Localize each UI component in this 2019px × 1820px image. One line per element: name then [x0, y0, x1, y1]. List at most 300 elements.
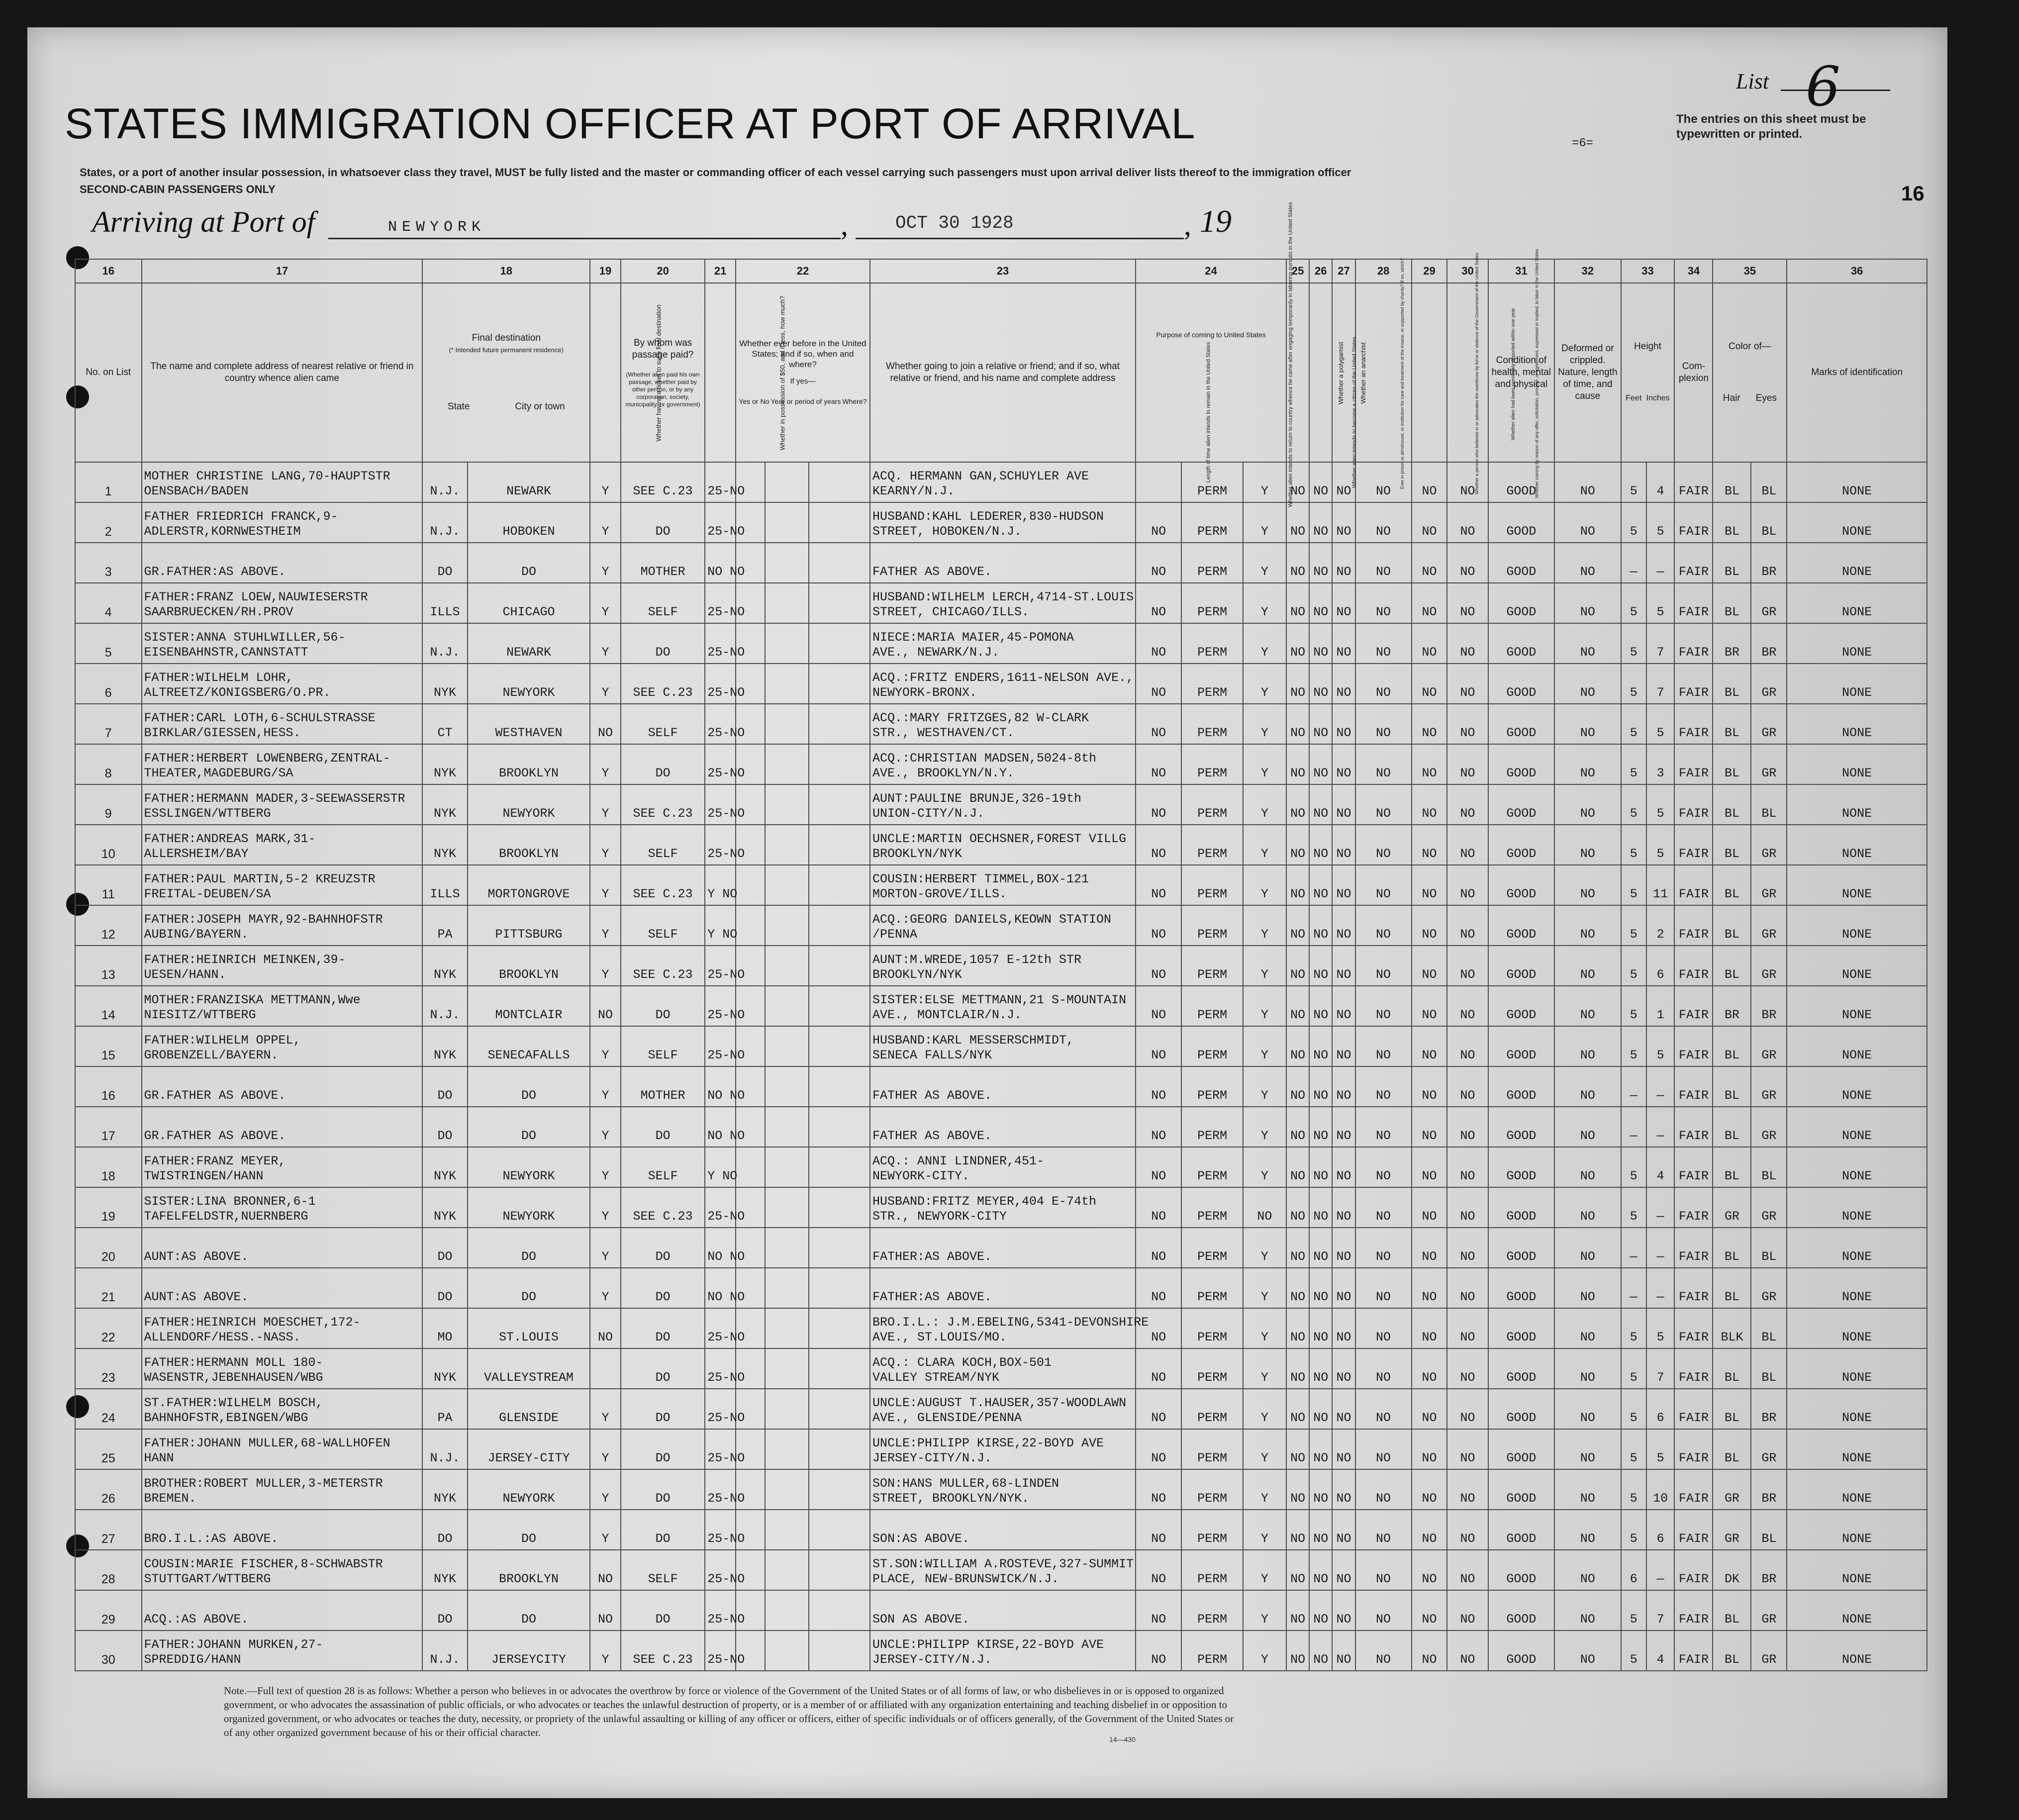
header-color-label: Color of— [1729, 341, 1771, 352]
q28-value: NO [1355, 744, 1412, 784]
before-where [809, 1389, 870, 1429]
eye-color: BR [1751, 1389, 1787, 1429]
q28-value: NO [1355, 1348, 1412, 1389]
anarchist-value: NO [1332, 784, 1355, 825]
anarchist-value: NO [1332, 1026, 1355, 1066]
table-row [75, 462, 1927, 502]
header-height-label: Height [1634, 341, 1661, 352]
hair-color: BL [1713, 462, 1751, 502]
polygamist-value: NO [1309, 1590, 1332, 1630]
anarchist-value: NO [1332, 905, 1355, 946]
relative-address [142, 704, 423, 744]
joining-relative [870, 905, 1136, 946]
hair-color: BL [1713, 704, 1751, 744]
relative-address [142, 784, 423, 825]
health-value: GOOD [1488, 1429, 1555, 1469]
eye-color: BL [1751, 1510, 1787, 1550]
relative-address [142, 1510, 423, 1550]
height-feet: 5 [1621, 1429, 1646, 1469]
deformed-value: NO [1554, 1228, 1621, 1268]
before-where [809, 784, 870, 825]
complexion-value: FAIR [1674, 905, 1713, 946]
table-row [75, 784, 1927, 825]
q30-value: NO [1447, 583, 1488, 623]
deformed-value: NO [1554, 1469, 1621, 1510]
q29-value: NO [1412, 1510, 1447, 1550]
joining-relative [870, 623, 1136, 664]
length-of-stay: PERM [1181, 704, 1243, 744]
eye-color: BL [1751, 502, 1787, 543]
health-value: GOOD [1488, 664, 1555, 704]
destination-state: DO [422, 1510, 467, 1550]
joining-relative-line2: FATHER AS ABOVE. [872, 1088, 992, 1103]
identification-marks: NONE [1787, 905, 1927, 946]
q30-value: NO [1447, 865, 1488, 905]
ticket-value: Y [590, 865, 621, 905]
joining-relative-line2: SON:AS ABOVE. [872, 1532, 970, 1546]
colnum: 34 [1674, 259, 1713, 283]
q28-value: NO [1355, 1026, 1412, 1066]
polygamist-value: NO [1309, 1348, 1332, 1389]
table-row [75, 865, 1927, 905]
column-number-row [75, 259, 1927, 283]
hair-color: BL [1713, 1348, 1751, 1389]
deformed-value: NO [1554, 1630, 1621, 1671]
complexion-value: FAIR [1674, 1510, 1713, 1550]
citizen-intent: Y [1243, 1268, 1286, 1308]
prison-value: NO [1286, 825, 1309, 865]
health-value: GOOD [1488, 825, 1555, 865]
prison-value: NO [1286, 1268, 1309, 1308]
eye-color: GR [1751, 946, 1787, 986]
relative-address-line2: AUBING/BAYERN. [144, 927, 249, 942]
q30-value: NO [1447, 1026, 1488, 1066]
sheet-number: 16 [1901, 182, 1924, 205]
header-eyes: Eyes [1755, 393, 1777, 403]
height-inches: — [1646, 1187, 1675, 1228]
relative-address [142, 1469, 423, 1510]
polygamist-value: NO [1309, 825, 1332, 865]
money-value: 25-NO [705, 1187, 736, 1228]
height-inches: 5 [1646, 1429, 1675, 1469]
deformed-value: NO [1554, 986, 1621, 1026]
passage-paid-value: SELF [621, 1026, 705, 1066]
joining-relative [870, 1308, 1149, 1348]
passage-paid-value: SELF [621, 704, 705, 744]
row-number: 2 [75, 502, 142, 543]
hair-color: BL [1713, 905, 1751, 946]
health-value: GOOD [1488, 744, 1555, 784]
citizen-intent: Y [1243, 664, 1286, 704]
relative-address-line2: TWISTRINGEN/HANN [144, 1169, 264, 1183]
joining-relative-line2: UNION-CITY/N.J. [872, 806, 985, 821]
complexion-value: FAIR [1674, 784, 1713, 825]
before-years [765, 623, 808, 664]
citizen-intent: Y [1243, 1510, 1286, 1550]
length-of-stay: PERM [1181, 1107, 1243, 1147]
citizen-intent: Y [1243, 1348, 1286, 1389]
q28-value: NO [1355, 1228, 1412, 1268]
height-inches: — [1646, 1268, 1675, 1308]
joining-relative-line2: SON AS ABOVE. [872, 1612, 970, 1627]
ticket-value: NO [590, 986, 621, 1026]
deformed-value: NO [1554, 1147, 1621, 1187]
height-feet: — [1621, 1107, 1646, 1147]
destination-state: ILLS [422, 865, 467, 905]
deformed-value: NO [1554, 865, 1621, 905]
joining-relative-line2: PLACE, NEW-BRUNSWICK/N.J. [872, 1572, 1059, 1586]
colnum: 25 [1286, 259, 1309, 283]
relative-address [142, 1026, 423, 1066]
joining-relative [870, 1389, 1136, 1429]
relative-address-line2: AUNT:AS ABOVE. [144, 1249, 249, 1264]
table-row [75, 1469, 1927, 1510]
destination-state: N.J. [422, 1630, 467, 1671]
health-value: GOOD [1488, 1026, 1555, 1066]
header-q30 [1447, 283, 1517, 462]
anarchist-value: NO [1332, 744, 1355, 784]
destination-city: SENECAFALLS [468, 1026, 590, 1066]
joining-relative-line2: BROOKLYN/NYK [872, 967, 962, 982]
deformed-value: NO [1554, 1187, 1621, 1228]
relative-address-line2: UESEN/HANN. [144, 967, 226, 982]
height-feet: 5 [1621, 784, 1646, 825]
colnum: 21 [705, 259, 736, 283]
before-years [765, 1510, 808, 1550]
prison-value: NO [1286, 744, 1309, 784]
header-yes-no: Yes or No [739, 397, 769, 405]
prison-value: NO [1286, 502, 1309, 543]
eye-color: BR [1751, 1550, 1787, 1590]
identification-marks: NONE [1787, 1268, 1927, 1308]
row-number: 16 [75, 1066, 142, 1107]
citizen-intent: Y [1243, 1308, 1286, 1348]
purpose-value: NO [1136, 1268, 1181, 1308]
row-number: 18 [75, 1147, 142, 1187]
joining-relative-line2: FATHER AS ABOVE. [872, 565, 992, 579]
length-of-stay: PERM [1181, 502, 1243, 543]
complexion-value: FAIR [1674, 1469, 1713, 1510]
prison-value: NO [1286, 543, 1309, 583]
q29-value: NO [1412, 664, 1447, 704]
purpose-value: NO [1136, 986, 1181, 1026]
deformed-value: NO [1554, 583, 1621, 623]
deformed-value: NO [1554, 543, 1621, 583]
before-years [765, 1066, 808, 1107]
destination-state: N.J. [422, 502, 467, 543]
prison-value: NO [1286, 1389, 1309, 1429]
destination-city: DO [468, 543, 590, 583]
polygamist-value: NO [1309, 905, 1332, 946]
polygamist-value: NO [1309, 986, 1332, 1026]
polygamist-value: NO [1309, 623, 1332, 664]
identification-marks: NONE [1787, 1590, 1927, 1630]
complexion-value: FAIR [1674, 986, 1713, 1026]
joining-relative-line1: ST.SON:WILLIAM A.ROSTEVE,327-SUMMIT [872, 1557, 1134, 1571]
passage-paid-value: SEE C.23 [621, 462, 705, 502]
complexion-value: FAIR [1674, 502, 1713, 543]
money-value: Y NO [705, 1147, 736, 1187]
length-of-stay: PERM [1181, 1026, 1243, 1066]
passage-paid-value: DO [621, 1268, 705, 1308]
eye-color: GR [1751, 704, 1787, 744]
polygamist-value: NO [1309, 583, 1332, 623]
relative-address-line1: COUSIN:MARIE FISCHER,8-SCHWABSTR [144, 1557, 383, 1571]
ticket-value: Y [590, 1066, 621, 1107]
height-inches: — [1646, 1550, 1675, 1590]
eye-color: GR [1751, 583, 1787, 623]
relative-address-line2: NIESITZ/WTTBERG [144, 1008, 256, 1022]
q28-value: NO [1355, 543, 1412, 583]
citizen-intent: Y [1243, 784, 1286, 825]
eye-color: GR [1751, 1026, 1787, 1066]
height-inches: 4 [1646, 1630, 1675, 1671]
citizen-intent: Y [1243, 1107, 1286, 1147]
eye-color: BR [1751, 986, 1787, 1026]
q28-value: NO [1355, 1268, 1412, 1308]
row-number: 22 [75, 1308, 142, 1348]
destination-city: JERSEY-CITY [468, 1429, 590, 1469]
identification-marks: NONE [1787, 1469, 1927, 1510]
before-years [765, 825, 808, 865]
colnum: 26 [1309, 259, 1332, 283]
polygamist-value: NO [1309, 704, 1332, 744]
anarchist-value: NO [1332, 1308, 1355, 1348]
polygamist-value: NO [1309, 1308, 1332, 1348]
eye-color: BL [1751, 1308, 1787, 1348]
relative-address-line1: FATHER:JOSEPH MAYR,92-BAHNHOFSTR [144, 912, 383, 927]
joining-relative [870, 1590, 1136, 1630]
health-value: GOOD [1488, 1308, 1555, 1348]
before-years [765, 543, 808, 583]
joining-relative-line1: AUNT:PAULINE BRUNJE,326-19th [872, 791, 1082, 806]
destination-state: N.J. [422, 462, 467, 502]
relative-address-line1: FATHER:HERMANN MOLL 180- [144, 1355, 323, 1370]
q29-value: NO [1412, 905, 1447, 946]
relative-address [142, 1550, 423, 1590]
joining-relative-line1: COUSIN:HERBERT TIMMEL,BOX-121 [872, 872, 1089, 886]
table-row [75, 825, 1927, 865]
joining-relative-line2: JERSEY-CITY/N.J. [872, 1451, 992, 1465]
relative-address-line1: SISTER:LINA BRONNER,6-1 [144, 1194, 316, 1209]
table-row [75, 543, 1927, 583]
height-feet: 5 [1621, 1389, 1646, 1429]
relative-address-line1: FATHER:JOHANN MURKEN,27- [144, 1637, 323, 1652]
joining-relative [870, 1510, 1136, 1550]
purpose-value: NO [1136, 946, 1181, 986]
before-years [765, 1389, 808, 1429]
q28-value: NO [1355, 623, 1412, 664]
destination-state: NYK [422, 744, 467, 784]
height-inches: 5 [1646, 1308, 1675, 1348]
joining-relative-line1: ACQ.:CHRISTIAN MADSEN,5024-8th [872, 751, 1097, 766]
joining-relative [870, 1268, 1136, 1308]
ticket-value: Y [590, 905, 621, 946]
destination-city: DO [468, 1066, 590, 1107]
row-number: 9 [75, 784, 142, 825]
eye-color: GR [1751, 825, 1787, 865]
comma-mark: , [1184, 208, 1191, 241]
joining-relative-line1: SON:HANS MULLER,68-LINDEN [872, 1476, 1059, 1491]
money-value: 25-NO [705, 986, 736, 1026]
purpose-value: NO [1136, 1066, 1181, 1107]
height-feet: 5 [1621, 744, 1646, 784]
purpose-value: NO [1136, 704, 1181, 744]
height-feet: 5 [1621, 1348, 1646, 1389]
ticket-value: NO [590, 1308, 621, 1348]
ticket-value: Y [590, 462, 621, 502]
relative-address [142, 744, 423, 784]
before-where [809, 1308, 870, 1348]
before-yes-no [736, 1147, 766, 1187]
q30-value: NO [1447, 1308, 1488, 1348]
q29-value: NO [1412, 1348, 1447, 1389]
destination-city: NEWYORK [468, 664, 590, 704]
eye-color: GR [1751, 1268, 1787, 1308]
relative-address-line2: BREMEN. [144, 1491, 196, 1506]
q28-value: NO [1355, 1187, 1412, 1228]
prison-value: NO [1286, 1308, 1309, 1348]
header-passage-paid-label: By whom was passage paid? [632, 337, 694, 360]
hair-color: BL [1713, 825, 1751, 865]
q28-value: NO [1355, 825, 1412, 865]
health-value: GOOD [1488, 1348, 1555, 1389]
eye-color: GR [1751, 1066, 1787, 1107]
relative-address [142, 865, 423, 905]
passage-paid-value: SELF [621, 825, 705, 865]
header-before-us-label: Whether ever before in the United States; and if so, when and where? [739, 338, 866, 369]
table-row [75, 583, 1927, 623]
destination-city: PITTSBURG [468, 905, 590, 946]
row-number: 13 [75, 946, 142, 986]
money-value: 25-NO [705, 704, 736, 744]
health-value: GOOD [1488, 986, 1555, 1026]
header-fifty-dollars-text: Whether in possession of $50, and if less, how much? [778, 295, 786, 451]
purpose-value: NO [1136, 865, 1181, 905]
before-years [765, 1026, 808, 1066]
prison-value: NO [1286, 1066, 1309, 1107]
row-number: 24 [75, 1389, 142, 1429]
table-row [75, 1268, 1927, 1308]
length-of-stay: PERM [1181, 664, 1243, 704]
before-years [765, 1630, 808, 1671]
height-feet: 5 [1621, 865, 1646, 905]
joining-relative-line1: BRO.I.L.: J.M.EBELING,5341-DEVONSHIRE [872, 1315, 1149, 1330]
prison-value: NO [1286, 1147, 1309, 1187]
ticket-value: Y [590, 1268, 621, 1308]
purpose-value: NO [1136, 1348, 1181, 1389]
ticket-value: Y [590, 664, 621, 704]
purpose-value: NO [1136, 1630, 1181, 1671]
passage-paid-value: DO [621, 1348, 705, 1389]
eye-color: GR [1751, 664, 1787, 704]
purpose-value: NO [1136, 744, 1181, 784]
health-value: GOOD [1488, 1630, 1555, 1671]
purpose-value: NO [1136, 1389, 1181, 1429]
header-joining: Whether going to join a relative or friend; and if so, what relative or friend, and his name and complete address [870, 283, 1136, 462]
joining-relative-line1: SISTER:ELSE METTMANN,21 S-MOUNTAIN [872, 993, 1127, 1007]
relative-address-line2: TAFELFELDSTR,NUERNBERG [144, 1209, 308, 1224]
destination-state: ILLS [422, 583, 467, 623]
destination-city: HOBOKEN [468, 502, 590, 543]
deformed-value: NO [1554, 1268, 1621, 1308]
polygamist-value: NO [1309, 1469, 1332, 1510]
eye-color: BR [1751, 543, 1787, 583]
money-value: Y NO [705, 865, 736, 905]
passage-paid-value: DO [621, 1228, 705, 1268]
prison-value: NO [1286, 1630, 1309, 1671]
relative-address-line1: FATHER:HEINRICH MEINKEN,39- [144, 953, 346, 967]
destination-city: BROOKLYN [468, 825, 590, 865]
hair-color: BL [1713, 1429, 1751, 1469]
header-height [1621, 283, 1675, 462]
height-feet: — [1621, 1268, 1646, 1308]
health-value: GOOD [1488, 1550, 1555, 1590]
joining-relative-line1: NIECE:MARIA MAIER,45-POMONA [872, 630, 1074, 645]
identification-marks: NONE [1787, 1348, 1927, 1389]
money-value: NO NO [705, 543, 736, 583]
deformed-value: NO [1554, 1429, 1621, 1469]
q28-value: NO [1355, 502, 1412, 543]
joining-relative-line2: BROOKLYN/NYK [872, 847, 962, 861]
polygamist-value: NO [1309, 1187, 1332, 1228]
citizen-intent: Y [1243, 623, 1286, 664]
joining-relative-line2: STREET, HOBOKEN/N.J. [872, 524, 1022, 539]
header-anarchist-text: Whether an anarchist [1359, 342, 1367, 404]
relative-address-line2: ACQ.:AS ABOVE. [144, 1612, 249, 1627]
passenger-rows [75, 462, 1927, 1671]
identification-marks: NONE [1787, 986, 1927, 1026]
joining-relative-line1: UNCLE:PHILIPP KIRSE,22-BOYD AVE [872, 1637, 1104, 1652]
citizen-intent: Y [1243, 1550, 1286, 1590]
citizen-intent: Y [1243, 1429, 1286, 1469]
identification-marks: NONE [1787, 784, 1927, 825]
destination-city: GLENSIDE [468, 1389, 590, 1429]
destination-city: NEWYORK [468, 784, 590, 825]
hair-color: BR [1713, 623, 1751, 664]
colnum: 30 [1447, 259, 1488, 283]
q29-value: NO [1412, 462, 1447, 502]
q28-value: NO [1355, 1469, 1412, 1510]
ticket-value: Y [590, 1389, 621, 1429]
header-color-of [1713, 283, 1787, 462]
prison-value: NO [1286, 664, 1309, 704]
before-years [765, 462, 808, 502]
q28-value: NO [1355, 704, 1412, 744]
q30-value: NO [1447, 664, 1488, 704]
identification-marks: NONE [1787, 502, 1927, 543]
destination-city: BROOKLYN [468, 946, 590, 986]
header-final-destination-note: (* Intended future permanent residence) [449, 346, 564, 354]
height-inches: 5 [1646, 704, 1675, 744]
anarchist-value: NO [1332, 1389, 1355, 1429]
complexion-value: FAIR [1674, 946, 1713, 986]
length-of-stay: PERM [1181, 1590, 1243, 1630]
header-passage-paid-note: (Whether alien paid his own passage, whether paid by other person, or by any corporation, society, municipality, or government) [625, 371, 700, 408]
citizen-intent: Y [1243, 1228, 1286, 1268]
relative-address-line1: FATHER:WILHELM OPPEL, [144, 1033, 301, 1048]
anarchist-value: NO [1332, 462, 1355, 502]
passage-paid-value: DO [621, 1590, 705, 1630]
hair-color: BR [1713, 986, 1751, 1026]
length-of-stay: PERM [1181, 1066, 1243, 1107]
length-of-stay: PERM [1181, 1429, 1243, 1469]
polygamist-value: NO [1309, 865, 1332, 905]
table-row [75, 1187, 1927, 1228]
ticket-value: NO [590, 1550, 621, 1590]
before-where [809, 1550, 870, 1590]
destination-state: DO [422, 1590, 467, 1630]
